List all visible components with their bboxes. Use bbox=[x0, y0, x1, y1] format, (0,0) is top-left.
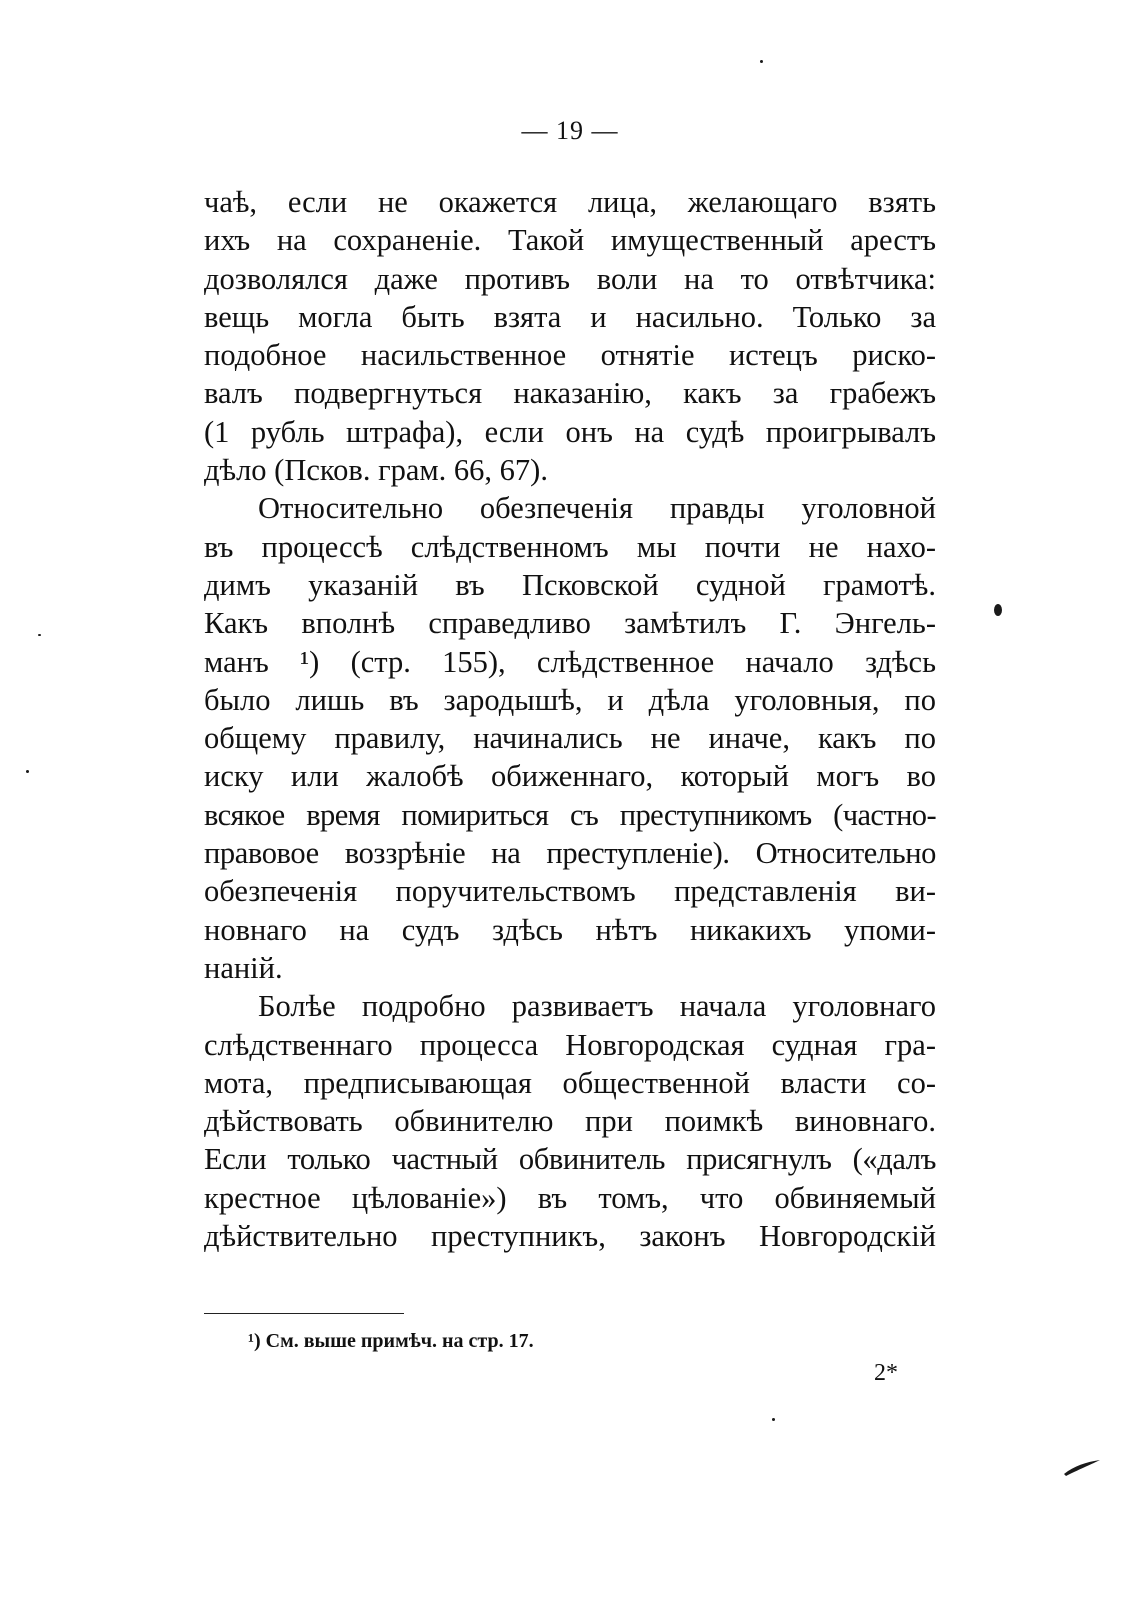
text-line: Относительно обезпеченія правды уголовной bbox=[258, 491, 936, 526]
text-line: (1 рубль штрафа), если онъ на судѣ проигрывалъ bbox=[204, 414, 936, 449]
scan-speck bbox=[994, 604, 1002, 616]
text-line: правовое воззрѣніе на преступленіе). Относительно bbox=[204, 836, 936, 871]
signature-mark: 2* bbox=[874, 1360, 898, 1386]
text-line: въ процессѣ слѣдственномъ мы почти не нахо- bbox=[204, 529, 936, 564]
body-text bbox=[204, 183, 936, 1255]
text-line: дѣло (Псков. грам. 66, 67). bbox=[204, 453, 548, 488]
scan-speck bbox=[760, 60, 763, 63]
text-line: мота, предписывающая общественной власти со- bbox=[204, 1065, 936, 1100]
text-line: наній. bbox=[204, 950, 283, 985]
text-line: крестное цѣлованіе») въ томъ, что обвиняемый bbox=[204, 1180, 936, 1215]
scan-speck bbox=[38, 634, 41, 636]
text-line: слѣдственнаго процесса Новгородская судная гра- bbox=[204, 1027, 936, 1062]
text-line: дозволялся даже противъ воли на то отвѣтчика: bbox=[204, 261, 936, 296]
text-line: Какъ вполнѣ справедливо замѣтилъ Г. Энгель- bbox=[204, 606, 936, 641]
text-line: обезпеченія поручительствомъ представленія ви- bbox=[204, 874, 936, 909]
text-line: Болѣе подробно развиваетъ начала уголовнаго bbox=[258, 989, 936, 1024]
scan-speck bbox=[26, 770, 29, 773]
ink-stroke-icon bbox=[1062, 1458, 1102, 1478]
paragraph-3 bbox=[204, 987, 936, 1255]
paragraph-2 bbox=[204, 489, 936, 987]
text-line: новнаго на судъ здѣсь нѣтъ никакихъ упоми- bbox=[204, 912, 936, 947]
text-line: манъ ¹) (стр. 155), слѣдственное начало здѣсь bbox=[204, 644, 936, 679]
footnote: ¹) См. выше примѣч. на стр. 17. bbox=[248, 1330, 534, 1352]
text-line: валъ подвергнуться наказанію, какъ за грабежъ bbox=[204, 376, 936, 411]
text-line: вещь могла быть взята и насильно. Только за bbox=[204, 299, 936, 334]
paragraph-1 bbox=[204, 183, 936, 489]
text-line: ихъ на сохраненіе. Такой имущественный арестъ bbox=[204, 223, 936, 258]
footnote-divider bbox=[204, 1313, 404, 1314]
text-line: всякое время помириться съ преступникомъ (частно- bbox=[204, 797, 936, 832]
text-line: иску или жалобѣ обиженнаго, который могъ во bbox=[204, 759, 936, 794]
text-line: дѣйствительно преступникъ, законъ Новгородскій bbox=[204, 1219, 936, 1254]
text-line: было лишь въ зародышѣ, и дѣла уголовныя, по bbox=[204, 682, 936, 717]
text-line: подобное насильственное отнятіе истецъ риско- bbox=[204, 338, 936, 373]
text-line: Если только частный обвинитель присягнулъ («далъ bbox=[204, 1142, 936, 1177]
scan-speck bbox=[772, 1418, 775, 1421]
page-number: — 19 — bbox=[521, 116, 619, 145]
text-line: димъ указаній въ Псковской судной грамотѣ. bbox=[204, 567, 936, 602]
text-line: чаѣ, если не окажется лица, желающаго взять bbox=[204, 185, 936, 219]
text-line: общему правилу, начинались не иначе, какъ по bbox=[204, 721, 936, 756]
text-line: дѣйствовать обвинителю при поимкѣ виновнаго. bbox=[204, 1104, 936, 1139]
